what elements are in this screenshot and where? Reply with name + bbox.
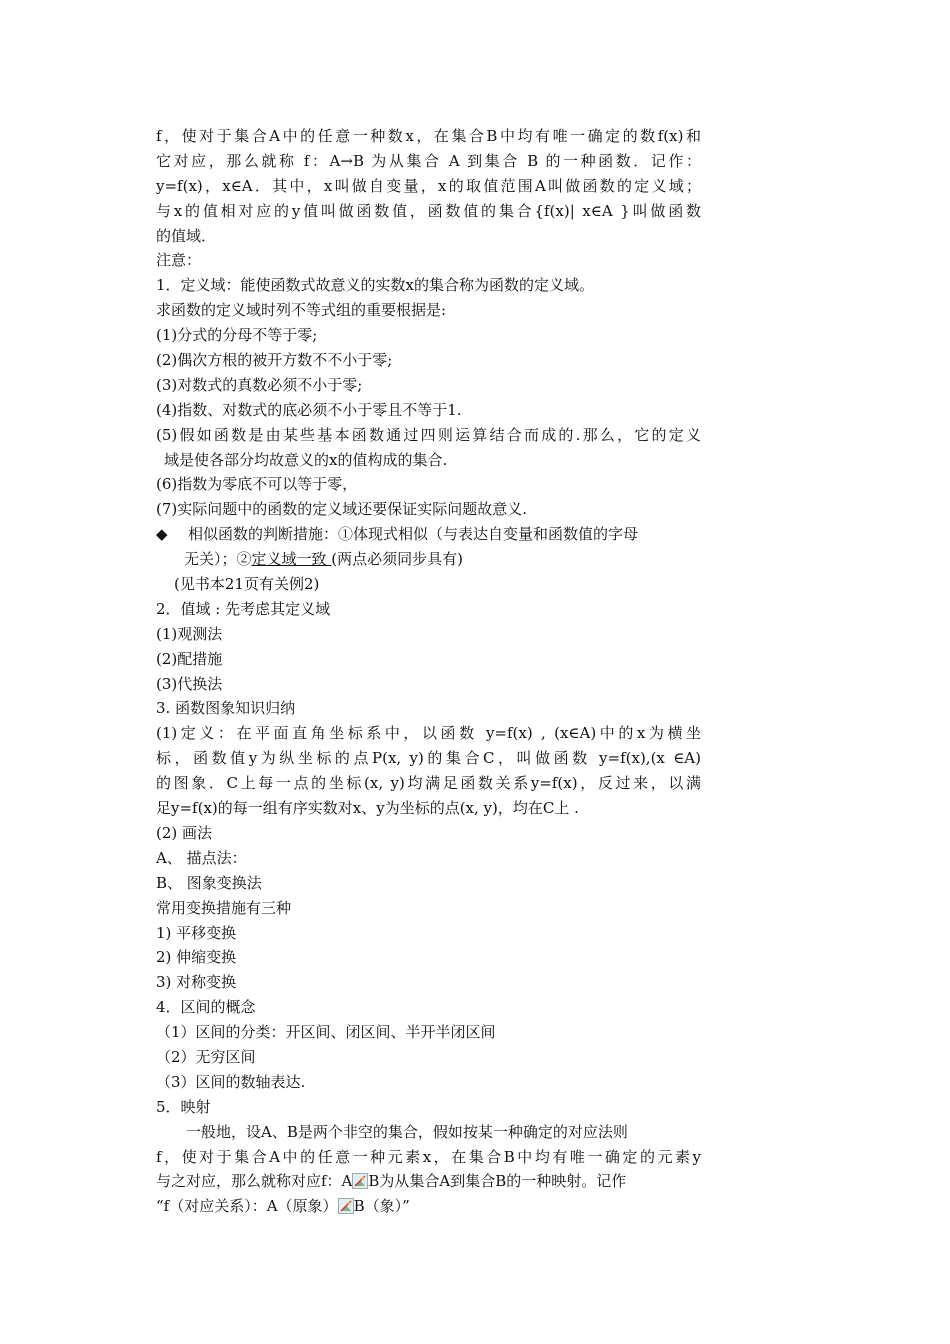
list-item: B、 图象变换法	[156, 873, 262, 892]
section-heading: 3. 函数图象知识归纳	[156, 699, 296, 718]
underlined-text: 定义域一致	[251, 550, 332, 569]
text-line: 与x的值相对应的y值叫做函数值，函数值的集合{f(x)| x∈A }叫做函数	[156, 201, 701, 220]
text-segment: B为从集合A到集合B的一种映射。记作	[368, 1172, 627, 1191]
list-item: (1)观测法	[156, 624, 223, 643]
text-line	[156, 1169, 701, 1194]
text-line: 足y=f(x)的每一组有序实数对x、y为坐标的点(x, y)，均在C上 .	[156, 799, 579, 818]
list-item: (7)实际问题中的函数的定义域还要保证实际问题故意义.	[156, 500, 528, 519]
list-item: 3) 对称变换	[156, 973, 237, 992]
list-item-continued: 域是使各部分均故意义的x的值构成的集合.	[164, 450, 448, 469]
broken-image-icon	[352, 1173, 368, 1189]
list-item: (2)配措施	[156, 649, 223, 668]
diamond-bullet-icon: ◆	[156, 525, 168, 544]
text-line: f，使对于集合A中的任意一种数x，在集合B中均有唯一确定的数f(x)和	[156, 127, 701, 145]
text-segment: 与之对应，那么就称对应f：A	[156, 1172, 353, 1191]
document-body	[156, 124, 701, 1219]
list-item: A、 描点法：	[156, 848, 247, 867]
text-line: 它对应，那么就称 f：A→B 为从集合 A 到集合 B 的一种函数．记作：	[156, 151, 701, 170]
list-item: (2)偶次方根的被开方数不不小于零;	[156, 351, 393, 370]
bullet-item-continued	[156, 547, 701, 572]
list-item: (5)假如函数是由某些基本函数通过四则运算结合而成的.那么，它的定义	[156, 425, 701, 444]
bullet-text: 相似函数的判断措施：①体现式相似（与表达自变量和函数值的字母	[188, 525, 639, 544]
list-item: (1)分式的分母不等于零;	[156, 326, 318, 345]
broken-image-icon	[338, 1198, 354, 1214]
list-item: (3)对数式的真数必须不小于零;	[156, 375, 363, 394]
text-line: 的图象．C上每一点的坐标(x, y)均满足函数关系y=f(x)，反过来，以满	[156, 774, 701, 793]
text-line: f，使对于集合A中的任意一种元素x，在集合B中均有唯一确定的元素y	[156, 1147, 701, 1166]
list-item: （1）区间的分类：开区间、闭区间、半开半闭区间	[156, 1023, 496, 1042]
bullet-text: (两点必须同步具有)	[331, 550, 464, 569]
text-line: 标，函数值y为纵坐标的点P(x, y)的集合C，叫做函数 y=f(x),(x ∈A)	[156, 749, 701, 768]
text-line: 的值域．	[156, 226, 217, 245]
note-heading: 注意：	[156, 251, 202, 270]
text-segment: “f（对应关系）：A（原象）	[156, 1197, 338, 1216]
text-line: 一般地，设A、B是两个非空的集合，假如按某一种确定的对应法则	[186, 1122, 628, 1141]
reference-note: (见书本21页有关例2)	[174, 575, 320, 594]
text-line: y=f(x)，x∈A．其中，x叫做自变量，x的取值范围A叫做函数的定义域；	[156, 176, 701, 195]
bullet-item	[156, 522, 701, 547]
list-item: (3)代换法	[156, 674, 223, 693]
text-segment: B（象）”	[353, 1197, 410, 1216]
list-item: (6)指数为零底不可以等于零，	[156, 475, 358, 494]
section-heading: 5．映射	[156, 1097, 211, 1116]
list-item: （3）区间的数轴表达.	[156, 1072, 306, 1091]
list-item: (4)指数、对数式的底必须不小于零且不等于1.	[156, 400, 462, 419]
list-item: （2）无穷区间	[156, 1047, 256, 1066]
list-item: 1) 平移变换	[156, 923, 237, 942]
definition-domain: 1．定义域：能使函数式故意义的实数x的集合称为函数的定义域。	[156, 276, 595, 295]
text-line	[156, 1194, 701, 1219]
section-heading: 2．值域 : 先考虑其定义域	[156, 599, 331, 618]
section-heading: 4．区间的概念	[156, 998, 256, 1017]
text-line: (1)定义：在平面直角坐标系中，以函数 y=f(x) , (x∈A)中的x为横坐	[156, 724, 701, 743]
text-line: 求函数的定义域时列不等式组的重要根据是:	[156, 301, 447, 320]
list-item: 2) 伸缩变换	[156, 948, 237, 967]
bullet-text: 无关）；②	[184, 550, 252, 569]
text-line: 常用变换措施有三种	[156, 898, 292, 917]
list-item: (2) 画法	[156, 823, 213, 842]
